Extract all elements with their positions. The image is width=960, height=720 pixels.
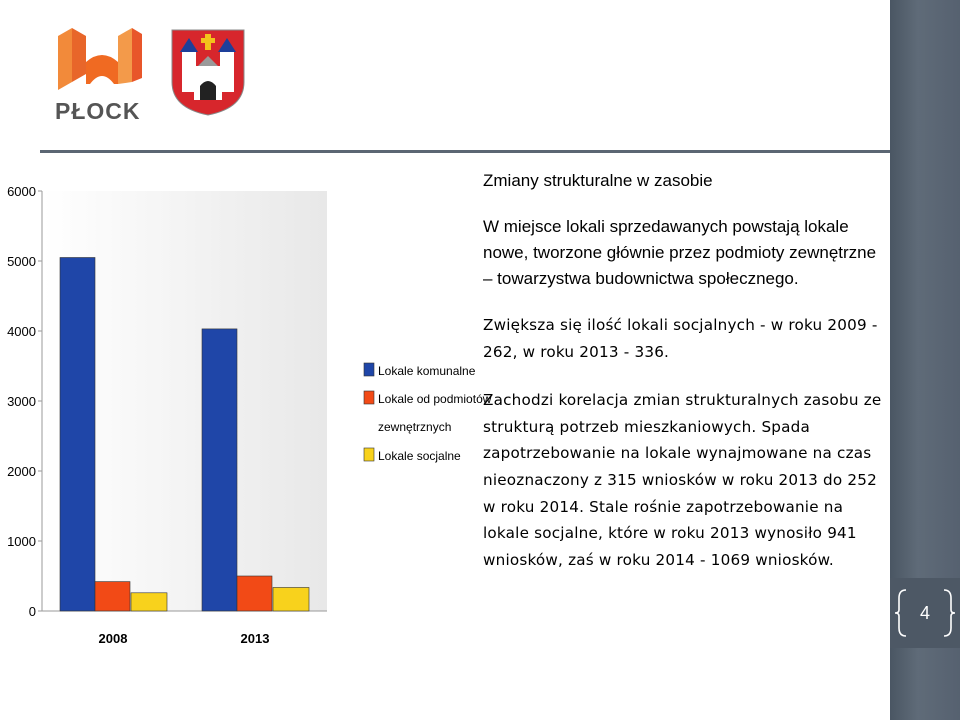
x-tick-label: 2008	[98, 631, 128, 646]
logo-text: PŁOCK	[55, 98, 141, 124]
header-title-line2: Zasobem Gminy w latach 2009-2014	[512, 57, 760, 73]
legend-swatch	[364, 391, 374, 404]
page-number: 4	[919, 603, 930, 623]
text-block	[483, 168, 888, 573]
header-title-line1: Sprawozdanie z realizacji Programu Gospodarowania Mieszkaniowym	[395, 38, 877, 54]
section-heading: Zmiany strukturalne w zasobie	[483, 171, 713, 190]
legend-label-line2: zewnętrznych	[378, 420, 452, 434]
legend-swatch	[364, 363, 374, 376]
legend-label: Lokale socjalne	[378, 449, 461, 463]
bar-zewnetrzne-2008	[95, 582, 130, 611]
y-tick-label: 0	[28, 604, 36, 619]
header-title	[386, 37, 886, 75]
coat-of-arms-icon	[170, 28, 246, 116]
paragraph-3: Zachodzi korelacja zmian strukturalnych zasobu ze strukturą potrzeb mieszkaniowych. Spada zapotrzebowanie na lokale wynajmowane na czas nieoznaczony z 315 wniosków w roku 2013 do 252 w roku 2014. Stale rośnie zapotrzebowanie na lokale socjalne, które w roku 2013 wynosiło 941 wniosków, zaś w roku 2014 - 1069 wniosków.	[483, 391, 882, 569]
page-number-box	[890, 578, 960, 648]
y-tick-label: 1000	[7, 534, 36, 549]
legend-swatch	[364, 448, 374, 461]
y-tick-label: 5000	[7, 254, 36, 269]
legend-label: Lokale komunalne	[378, 364, 476, 378]
bar-chart	[0, 175, 492, 655]
paragraph-2: Zwiększa się ilość lokali socjalnych - w roku 2009 - 262, w roku 2013 - 336.	[483, 316, 878, 361]
legend-label: Lokale od podmiotów	[378, 392, 492, 406]
bar-komunalne-2013	[202, 329, 237, 611]
paragraph-1: W miejsce lokali sprzedawanych powstają lokale nowe, tworzone głównie przez podmioty zewnętrzne – towarzystwa budownictwa społecznego.	[483, 217, 877, 288]
y-tick-label: 4000	[7, 324, 36, 339]
x-tick-label: 2013	[240, 631, 270, 646]
bar-zewnetrzne-2013	[237, 576, 272, 611]
bar-socjalne-2008	[131, 593, 167, 611]
header-divider	[40, 150, 890, 153]
y-tick-label: 3000	[7, 394, 36, 409]
y-tick-label: 2000	[7, 464, 36, 479]
bar-komunalne-2008	[60, 258, 95, 612]
y-tick-label: 6000	[7, 184, 36, 199]
bar-socjalne-2013	[273, 587, 309, 611]
